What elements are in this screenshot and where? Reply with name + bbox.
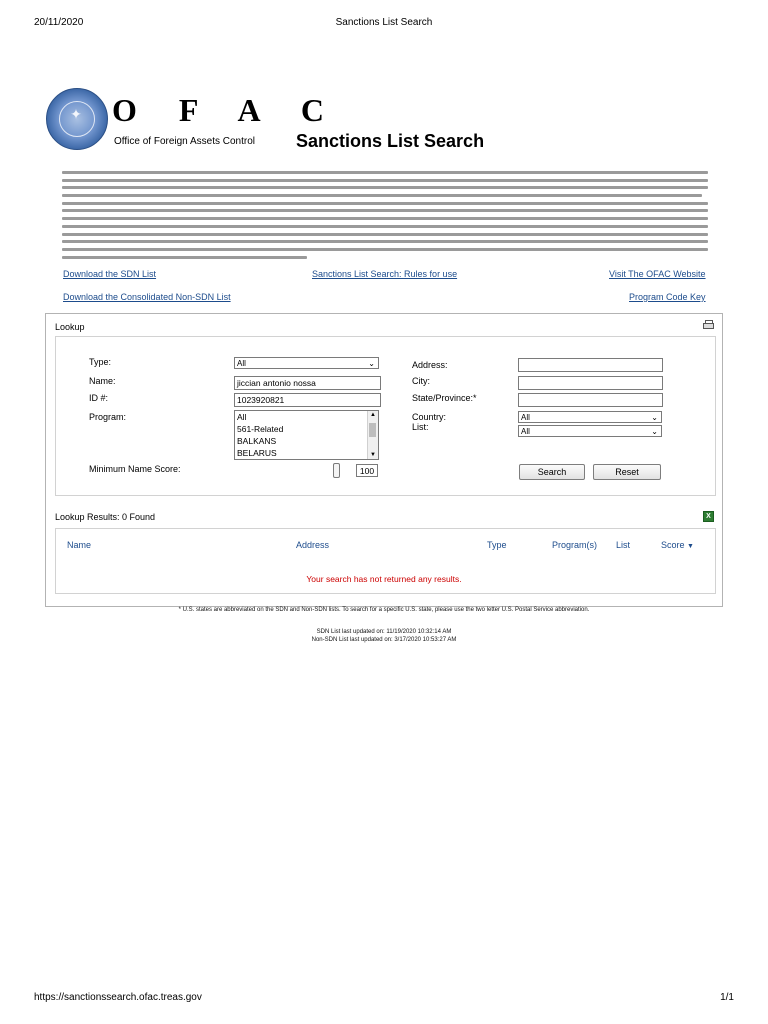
no-results-message: Your search has not returned any results. [306, 574, 462, 584]
column-header-address[interactable]: Address [296, 540, 330, 550]
type-label: Type: [89, 357, 112, 367]
sort-descending-icon: ▼ [687, 543, 694, 550]
ofac-logo-subtitle: Office of Foreign Assets Control [114, 136, 255, 147]
column-header-score[interactable] [661, 540, 694, 550]
program-option[interactable]: BELARUS [237, 448, 277, 458]
non-sdn-last-updated: Non-SDN List last updated on: 3/17/2020 10:53:27 AM [311, 637, 457, 643]
print-date: 20/11/2020 [34, 17, 84, 28]
name-label: Name: [89, 376, 116, 386]
type-select-value: All [237, 359, 246, 368]
min-score-label: Minimum Name Score: [89, 464, 181, 474]
list-label: List: [412, 422, 429, 432]
download-sdn-link[interactable]: Download the SDN List [63, 269, 157, 279]
list-select[interactable] [518, 425, 662, 437]
scroll-down-icon[interactable]: ▼ [370, 452, 376, 458]
address-label: Address: [412, 360, 448, 370]
results-table [55, 528, 716, 594]
chevron-down-icon: ⌄ [368, 359, 375, 368]
lookup-title: Lookup [55, 322, 85, 332]
scrollbar-thumb[interactable] [369, 423, 376, 437]
disclaimer-text [62, 171, 708, 258]
program-option[interactable]: 561-Related [237, 424, 284, 434]
scroll-up-icon[interactable]: ▲ [370, 412, 376, 418]
printer-icon[interactable] [703, 320, 713, 329]
print-footer [34, 992, 734, 1006]
sdn-last-updated: SDN List last updated on: 11/19/2020 10:32:14 AM [316, 629, 452, 635]
min-score-slider-handle[interactable] [333, 463, 340, 478]
state-label: State/Province:* [412, 393, 477, 403]
chevron-down-icon: ⌄ [651, 413, 658, 422]
download-consolidated-link[interactable]: Download the Consolidated Non-SDN List [63, 292, 231, 302]
program-label: Program: [89, 412, 127, 422]
print-page-number: 1/1 [720, 992, 734, 1003]
print-header [34, 17, 734, 31]
min-score-value[interactable]: 100 [356, 464, 378, 477]
excel-export-icon[interactable]: X [703, 511, 714, 522]
country-select-value: All [521, 413, 530, 422]
program-code-key-link[interactable]: Program Code Key [629, 292, 706, 302]
id-input[interactable]: 1023920821 [234, 393, 381, 407]
search-button[interactable]: Search [519, 464, 585, 480]
state-footnote: * U.S. states are abbreviated on the SDN and Non-SDN lists. To search for a specific U.S. state, please use the two letter U.S. Postal Service abbreviation. [178, 607, 590, 613]
visit-ofac-link[interactable]: Visit The OFAC Website [609, 269, 706, 279]
column-header-type[interactable]: Type [487, 540, 507, 550]
score-header-label: Score [661, 540, 685, 550]
state-input[interactable] [518, 393, 663, 407]
address-input[interactable] [518, 358, 663, 372]
column-header-name[interactable]: Name [67, 540, 92, 550]
chevron-down-icon: ⌄ [651, 427, 658, 436]
rules-for-use-link[interactable]: Sanctions List Search: Rules for use [312, 269, 458, 279]
treasury-seal-icon: ✦ [46, 88, 108, 150]
country-label: Country: [412, 412, 447, 422]
program-listbox[interactable] [234, 410, 379, 460]
type-select[interactable] [234, 357, 379, 369]
results-count: Lookup Results: 0 Found [55, 512, 156, 522]
reset-button[interactable]: Reset [593, 464, 661, 480]
ofac-logo-text: O F A C [112, 92, 341, 128]
program-option[interactable]: BALKANS [237, 436, 277, 446]
column-header-list[interactable]: List [616, 540, 631, 550]
listbox-scrollbar[interactable] [367, 411, 378, 459]
city-input[interactable] [518, 376, 663, 390]
list-select-value: All [521, 427, 530, 436]
name-input[interactable]: jiccian antonio nossa [234, 376, 381, 390]
page-title: Sanctions List Search [296, 131, 485, 151]
column-header-programs[interactable]: Program(s) [552, 540, 598, 550]
country-select[interactable] [518, 411, 662, 423]
program-option[interactable]: All [237, 412, 247, 422]
city-label: City: [412, 376, 430, 386]
print-url: https://sanctionssearch.ofac.treas.gov [34, 992, 202, 1003]
print-title: Sanctions List Search [335, 17, 433, 28]
id-label: ID #: [89, 393, 109, 403]
